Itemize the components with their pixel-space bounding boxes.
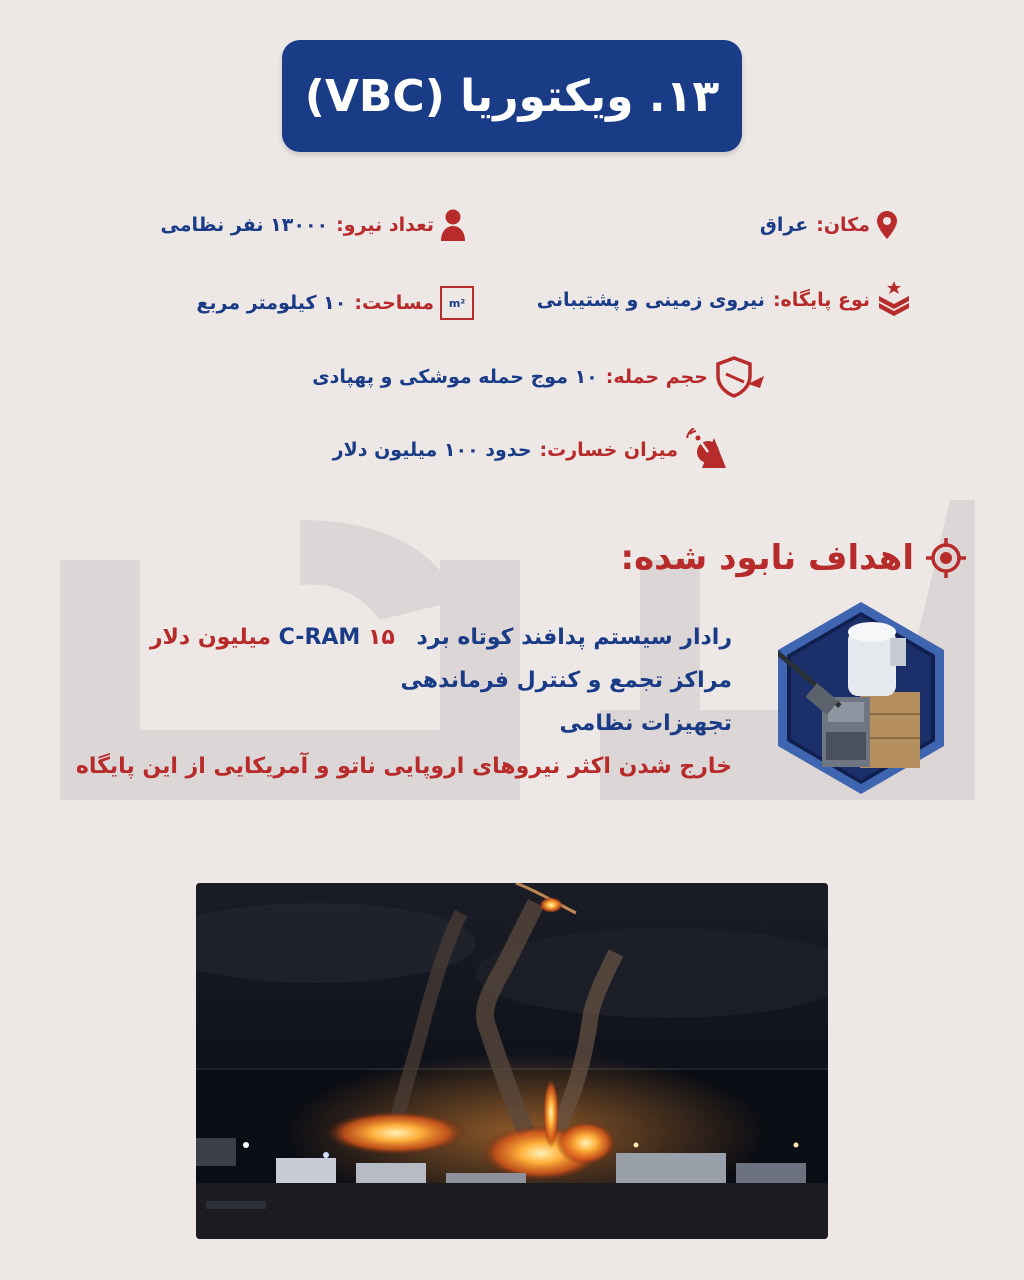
damage-row (333, 428, 728, 472)
target-icon (926, 538, 966, 578)
targets-heading-text: اهداف نابود شده: (620, 538, 914, 578)
cram-image (778, 602, 944, 794)
base-type-label: نوع پایگاه: (772, 289, 870, 311)
targets-list (76, 616, 732, 788)
damage-label: میزان خسارت: (539, 439, 678, 461)
area-value: ۱۰ کیلومتر مربع (196, 292, 347, 314)
location-label: مکان: (816, 214, 870, 236)
targets-heading (621, 538, 967, 578)
shield-icon (714, 356, 768, 398)
location-row (760, 210, 898, 240)
list-item: خارج شدن اکثر نیروهای اروپایی ناتو و آمریکایی از این پایگاه (75, 754, 732, 779)
area-m2-icon (440, 286, 474, 320)
area-label: مساحت: (354, 292, 434, 314)
forces-label: تعداد نیرو: (336, 214, 434, 236)
person-icon (440, 208, 466, 242)
attack-label: حجم حمله: (605, 366, 708, 388)
forces-value: ۱۳۰۰۰ نفر نظامی (160, 214, 329, 236)
attack-value: ۱۰ موج حمله موشکی و پهپادی (312, 366, 598, 388)
satellite-dish-icon (684, 428, 728, 472)
area-row (196, 286, 474, 320)
location-pin-icon (876, 210, 898, 240)
list-item: مراکز تجمع و کنترل فرماندهی (400, 668, 732, 693)
forces-row (161, 208, 466, 242)
target-item-1-cost: ۱۵ میلیون دلار (149, 625, 395, 650)
page-title (282, 40, 742, 152)
list-item (76, 616, 732, 659)
base-type-row (537, 280, 912, 320)
rank-chevron-icon (876, 280, 912, 320)
attack-photo-illustration (196, 883, 828, 1239)
list-item: تجهیزات نظامی (559, 711, 732, 736)
attack-photo (196, 883, 828, 1239)
attack-row (312, 356, 768, 398)
base-type-value: نیروی زمینی و پشتیبانی (536, 289, 765, 311)
area-icon-text: m² (448, 296, 466, 310)
target-item-1-text: رادار سیستم پدافند کوتاه برد C-RAM (278, 625, 732, 650)
location-value: عراق (759, 214, 809, 236)
title-text: ۱۳. ویکتوریا (VBC) (304, 70, 720, 122)
damage-value: حدود ۱۰۰ میلیون دلار (332, 439, 532, 461)
